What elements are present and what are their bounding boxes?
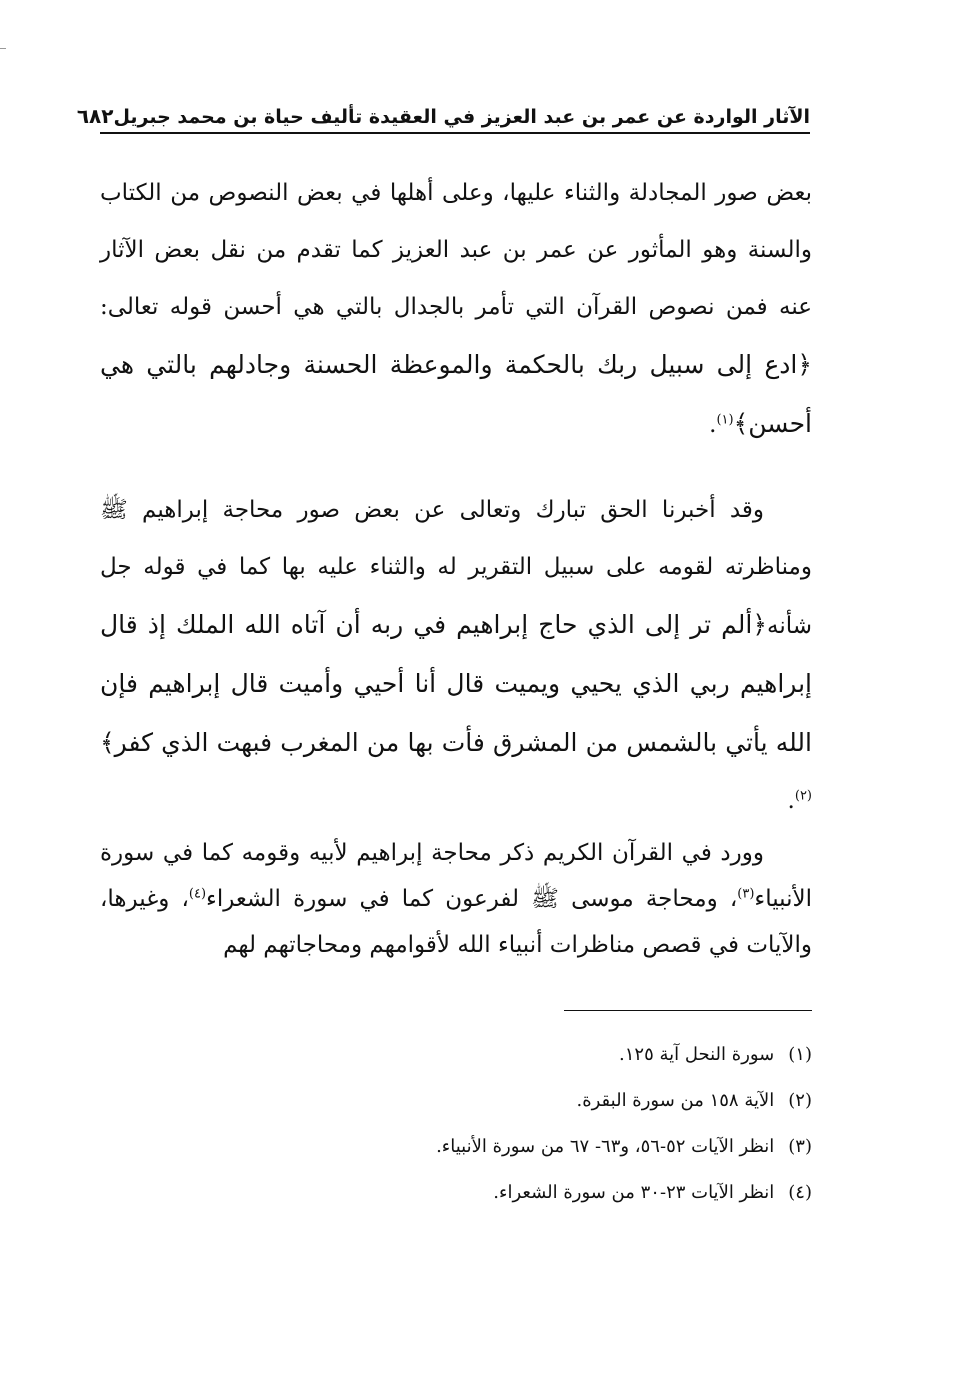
quran-verse-2: ﴿ألم تر إلى الذي حاج إبراهيم في ربه أن آتاه الله الملك إذ قال إبراهيم ربي الذي يحيي ويميت قال أنا أحيي وأميت قال إبراهيم فإن الله يأتي بالشمس من المشرق فأت بها من المغرب فبهت الذي كفر﴾ <box>100 610 812 757</box>
paragraph-2-text: وقد أخبرنا الحق تبارك وتعالى عن بعض صور محاجة إبراهيم ﷺ ومناظرته لقومه على سبيل التقرير له والثناء عليه بها كما في قوله جل شأنه <box>100 497 812 639</box>
main-text <box>100 165 812 968</box>
footnote-item <box>100 1078 812 1124</box>
footnote-ref-4: (٤) <box>188 886 207 902</box>
footnote-number: (٢) <box>788 1090 812 1111</box>
footnote-ref-2: (٢) <box>794 788 812 804</box>
quran-verse-1: ﴿ادع إلى سبيل ربك بالحكمة والموعظة الحسنة وجادلهم بالتي هي أحسن﴾ <box>100 350 812 438</box>
footnotes-list <box>100 1032 812 1216</box>
paragraph-2-end: . <box>787 788 795 814</box>
paragraph-1-end: . <box>709 412 717 438</box>
paragraph-3 <box>100 830 812 968</box>
footnote-number: (١) <box>788 1044 812 1065</box>
footnote-text: انظر الآيات ٥٢-٥٦، و٦٣- ٦٧ من سورة الأنبياء. <box>436 1136 775 1157</box>
scan-margin-mark <box>0 48 6 49</box>
footnote-ref-1: (١) <box>716 412 734 428</box>
footnote-divider <box>564 1010 812 1011</box>
footnote-number: (٣) <box>788 1136 812 1157</box>
footnote-number: (٤) <box>788 1182 812 1203</box>
footnote-item <box>100 1124 812 1170</box>
running-header <box>76 96 810 134</box>
paragraph-3-text-c: ، وغيرها، والآيات في قصص مناظرات أنبياء الله لأقوامهم ومحاجاتهم لهم <box>100 886 812 958</box>
page-number: ٦٨٢ <box>76 104 114 128</box>
paragraph-3-text-a: وورد في القرآن الكريم ذكر محاجة إبراهيم لأبيه وقومه كما في سورة الأنبياء <box>100 840 813 912</box>
footnote-text: سورة النحل آية ١٢٥. <box>619 1044 775 1065</box>
paragraph-1 <box>100 165 812 454</box>
footnote-item <box>100 1032 812 1078</box>
footnote-text: انظر الآيات ٢٣-٣٠ من سورة الشعراء. <box>493 1182 775 1203</box>
footnote-text: الآية ١٥٨ من سورة البقرة. <box>576 1090 775 1111</box>
paragraph-2 <box>100 482 812 830</box>
footnote-item <box>100 1170 812 1216</box>
header-title: الآثار الواردة عن عمر بن عبد العزيز في العقيدة تأليف حياة بن محمد جبريل <box>113 106 810 128</box>
paragraph-1-text: بعض صور المجادلة والثناء عليها، وعلى أهلها في بعض النصوص من الكتاب والسنة وهو المأثور عن عمر بن عبد العزيز كما تقدم من نقل بعض الآثار عنه فمن نصوص القرآن التي تأمر بالجدال بالتي هي أحسن قوله تعالى: <box>100 180 812 320</box>
footnote-ref-3: (٣) <box>737 886 755 902</box>
paragraph-3-text-b: ، ومحاجة موسى ﷺ لفرعون كما في سورة الشعراء <box>206 886 738 912</box>
